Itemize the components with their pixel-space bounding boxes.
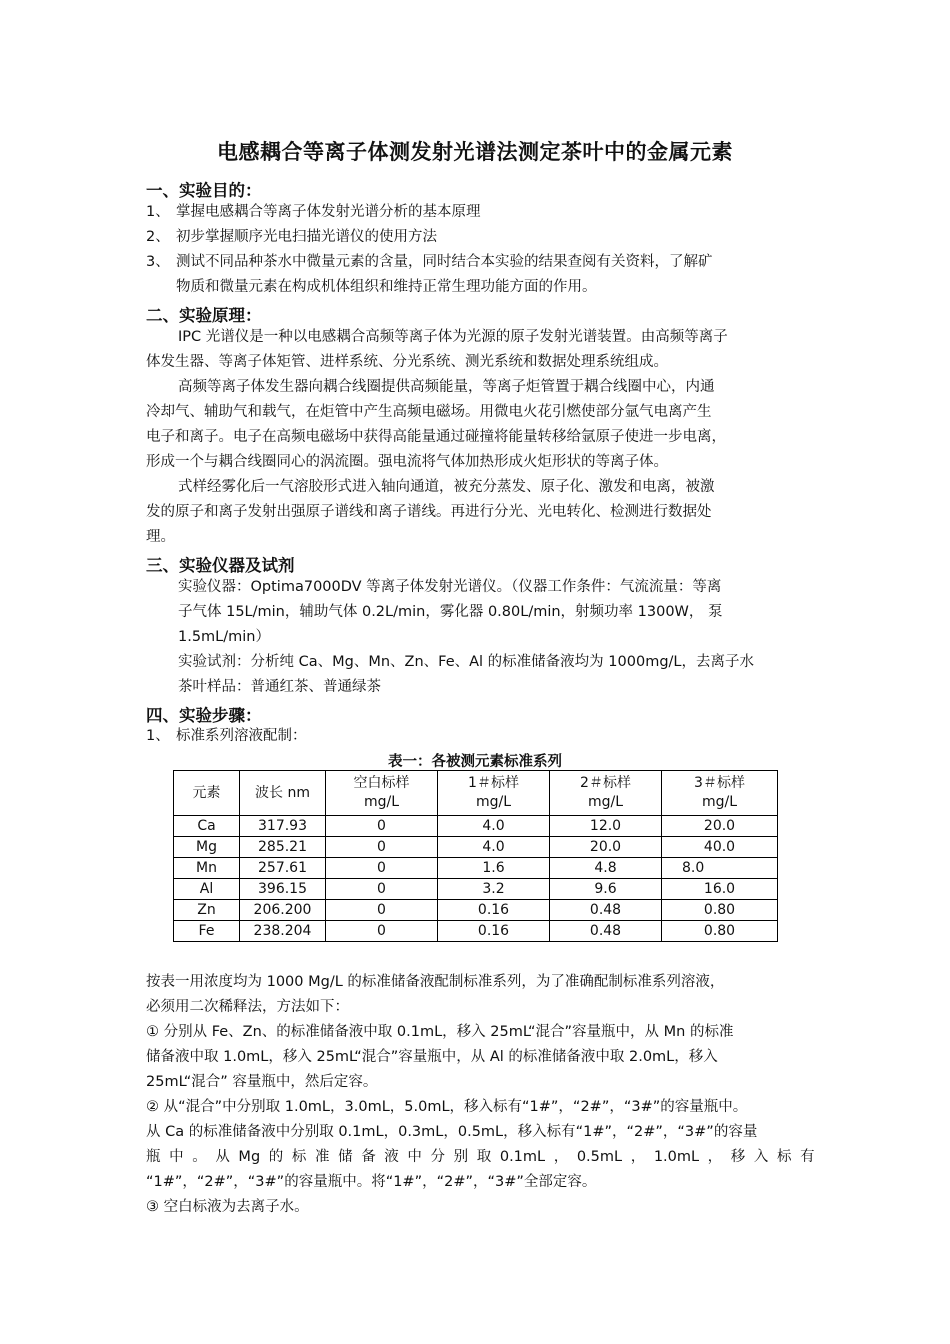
list-item-continuation: 物质和微量元素在构成机体组织和维持正常生理功能方面的作用。: [176, 279, 597, 295]
table-cell: 40.0: [662, 837, 778, 858]
table-cell: 4.0: [438, 816, 550, 837]
col-header-std1: [438, 771, 550, 816]
table-cell: 285.21: [240, 837, 326, 858]
paragraph-line: ① 分别从 Fe、Zn、的标准储备液中取 0.1mL，移入 25mL“混合”容量瓶中，从 Mn 的标准: [146, 1024, 734, 1040]
col-header-text: 元素: [192, 784, 221, 801]
table-cell: 0: [326, 921, 438, 942]
table-cell: 16.0: [662, 879, 778, 900]
table-cell: Mn: [174, 858, 240, 879]
table-cell: Ca: [174, 816, 240, 837]
table-cell: 0.48: [550, 921, 662, 942]
list-item: [146, 227, 437, 247]
table-row: [174, 879, 778, 900]
col-header-wavelength: [240, 771, 326, 816]
paragraph-line: 1.5mL/min）: [178, 629, 270, 645]
paragraph-line: 发的原子和离子发射出强原子谱线和离子谱线。再进行分光、光电转化、检测进行数据处: [146, 504, 712, 520]
paragraph-line: IPC 光谱仪是一种以电感耦合高频等离子体为光源的原子发射光谱装置。由高频等离子: [178, 329, 728, 345]
table-cell: 1.6: [438, 858, 550, 879]
col-header-text: 波长 nm: [255, 784, 310, 801]
table-cell: Al: [174, 879, 240, 900]
table-cell: 0.16: [438, 900, 550, 921]
paragraph-line: ② 从“混合”中分别取 1.0mL，3.0mL，5.0mL，移入标有“1#”，“2#”，“3#”的容量瓶中。: [146, 1099, 748, 1115]
paragraph-line: 实验试剂：分析纯 Ca、Mg、Mn、Zn、Fe、Al 的标准储备液均为 1000mg/L，去离子水: [178, 654, 754, 670]
list-text: 测试不同品种茶水中微量元素的含量，同时结合本实验的结果查阅有关资料，了解矿: [176, 254, 713, 270]
paragraph-line: 储备液中取 1.0mL，移入 25mL“混合”容量瓶中，从 Al 的标准储备液中取 2.0mL，移入: [146, 1049, 718, 1065]
table-cell: 0: [326, 837, 438, 858]
standard-series-table: [173, 770, 778, 942]
col-header-text: 空白标样: [353, 775, 410, 791]
list-text: 标准系列溶液配制：: [176, 728, 307, 744]
table-row: [174, 900, 778, 921]
list-item: [146, 202, 481, 222]
paragraph-line: 高频等离子体发生器向耦合线圈提供高频能量，等离子炬管置于耦合线圈中心，内通: [178, 379, 715, 395]
table-row: [174, 858, 778, 879]
paragraph-line: 25mL“混合” 容量瓶中，然后定容。: [146, 1074, 378, 1090]
paragraph-line: 式样经雾化后一气溶胶形式进入轴向通道，被充分蒸发、原子化、激发和电离，被激: [178, 479, 715, 495]
col-header-text: 3＃标样: [694, 775, 745, 791]
paragraph-line: “1#”，“2#”，“3#”的容量瓶中。将“1#”，“2#”，“3#”全部定容。: [146, 1174, 597, 1190]
table-cell: Mg: [174, 837, 240, 858]
col-header-unit: mg/L: [475, 794, 512, 810]
list-number: 3、: [146, 254, 170, 270]
section-heading-principle: 二、实验原理：: [146, 306, 262, 325]
table-cell: 206.200: [240, 900, 326, 921]
table-cell: 0.80: [662, 921, 778, 942]
table-cell: 238.204: [240, 921, 326, 942]
col-header-unit: mg/L: [587, 794, 624, 810]
paragraph-line: 从 Ca 的标准储备液中分别取 0.1mL，0.3mL，0.5mL，移入标有“1#”，“2#”，“3#”的容量: [146, 1124, 758, 1140]
table-row: [174, 816, 778, 837]
col-header-text: 2＃标样: [580, 775, 631, 791]
paragraph-line: 形成一个与耦合线圈同心的涡流圈。强电流将气体加热形成火炬形状的等离子体。: [146, 454, 668, 470]
table-header-row: [174, 771, 778, 816]
table-cell: 257.61: [240, 858, 326, 879]
list-text: 掌握电感耦合等离子体发射光谱分析的基本原理: [176, 204, 481, 220]
list-number: 1、: [146, 728, 170, 744]
table-cell: 3.2: [438, 879, 550, 900]
col-header-unit: mg/L: [701, 794, 738, 810]
list-text: 初步掌握顺序光电扫描光谱仪的使用方法: [176, 229, 437, 245]
col-header-blank: [326, 771, 438, 816]
table-row: [174, 921, 778, 942]
table-row: [174, 837, 778, 858]
table-cell: 317.93: [240, 816, 326, 837]
table-cell: 0.16: [438, 921, 550, 942]
list-number: 2、: [146, 229, 170, 245]
paragraph-line: 冷却气、辅助气和载气，在炬管中产生高频电磁场。用微电火花引燃使部分氩气电离产生: [146, 404, 712, 420]
table-cell: 12.0: [550, 816, 662, 837]
paragraph-line: 电子和离子。电子在高频电磁场中获得高能量通过碰撞将能量转移给氩原子使进一步电离，: [146, 429, 726, 445]
col-header-std2: [550, 771, 662, 816]
paragraph-line: 瓶 中 。 从 Mg 的 标 准 储 备 液 中 分 别 取 0.1mL ， 0.5mL ， 1.0mL ， 移 入 标 有: [146, 1149, 815, 1165]
document-title: 电感耦合等离子体测发射光谱法测定茶叶中的金属元素: [217, 140, 733, 164]
col-header-std3: [662, 771, 778, 816]
paragraph-line: 按表一用浓度均为 1000 Mg/L 的标准储备液配制标准系列，为了准确配制标准系列溶液，: [146, 974, 725, 990]
paragraph-line: 茶叶样品：普通红茶、普通绿茶: [178, 679, 381, 695]
col-header-unit: mg/L: [363, 794, 400, 810]
col-header-element: [174, 771, 240, 816]
table-cell: Zn: [174, 900, 240, 921]
section-heading-procedure: 四、实验步骤：: [146, 706, 262, 725]
table-cell: 0: [326, 816, 438, 837]
table-cell: 0: [326, 900, 438, 921]
table-cell: 0: [326, 858, 438, 879]
paragraph-line: 理。: [146, 529, 175, 545]
list-number: 1、: [146, 204, 170, 220]
paragraph-line: 必须用二次稀释法，方法如下：: [146, 999, 349, 1015]
section-heading-purpose: 一、实验目的：: [146, 181, 262, 200]
table-cell: 20.0: [662, 816, 778, 837]
paragraph-line: 体发生器、等离子体矩管、进样系统、分光系统、测光系统和数据处理系统组成。: [146, 354, 668, 370]
section-heading-instruments: 三、实验仪器及试剂: [146, 556, 295, 575]
table-cell: 4.0: [438, 837, 550, 858]
table-cell: 0.48: [550, 900, 662, 921]
paragraph-line: 实验仪器：Optima7000DV 等离子体发射光谱仪。（仪器工作条件：气流流量：等离: [178, 579, 722, 595]
list-item: [146, 252, 713, 272]
table-cell: 0: [326, 879, 438, 900]
table-cell: 8.0: [662, 858, 778, 879]
list-item: [146, 726, 307, 746]
col-header-text: 1＃标样: [468, 775, 519, 791]
table-cell: 4.8: [550, 858, 662, 879]
table-cell: 396.15: [240, 879, 326, 900]
table-caption: 表一：各被测元素标准系列: [388, 754, 562, 770]
table-cell: Fe: [174, 921, 240, 942]
table-cell: 0.80: [662, 900, 778, 921]
paragraph-line: ③ 空白标液为去离子水。: [146, 1199, 309, 1215]
table-cell: 20.0: [550, 837, 662, 858]
paragraph-line: 子气体 15L/min，辅助气体 0.2L/min，雾化器 0.80L/min，射频功率 1300W， 泵: [178, 604, 723, 620]
table-cell: 9.6: [550, 879, 662, 900]
